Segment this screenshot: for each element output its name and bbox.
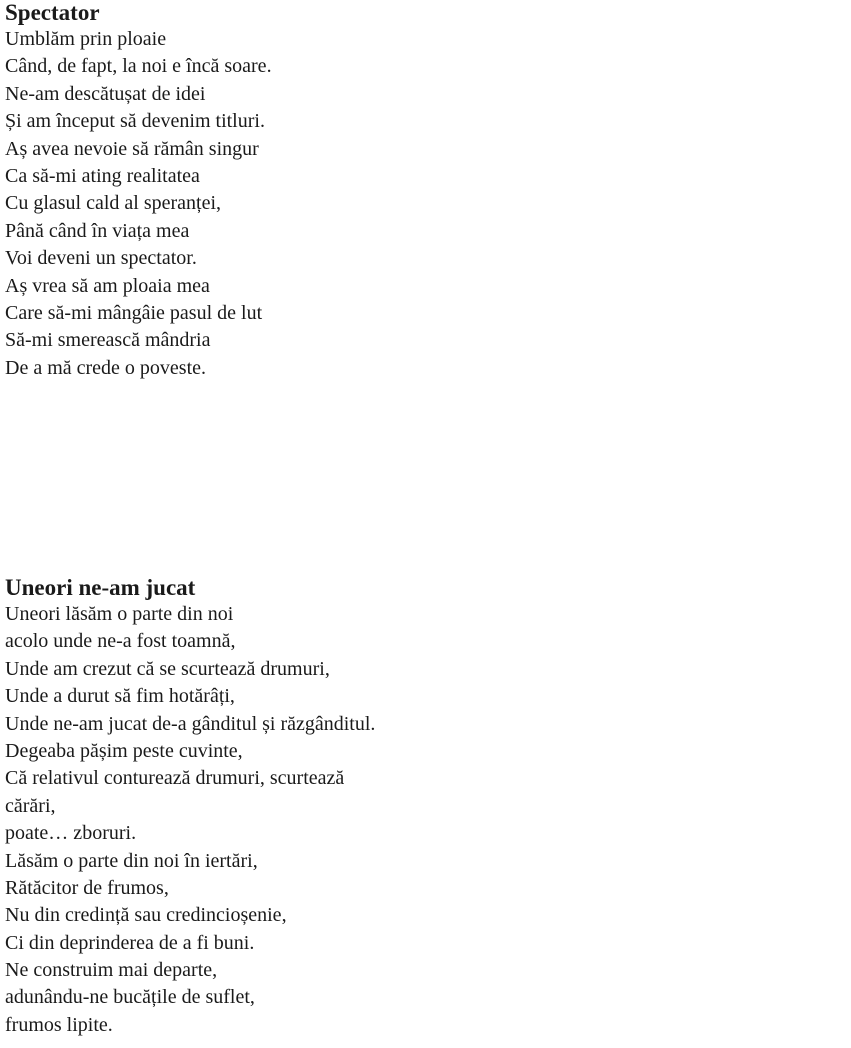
poem-line: Când, de fapt, la noi e încă soare. bbox=[5, 55, 272, 78]
poem-line: Aș vrea să am ploaia mea bbox=[5, 274, 210, 297]
poem-line: Până când în viața mea bbox=[5, 219, 190, 242]
poem-line: Ne construim mai departe, bbox=[5, 959, 218, 982]
poem-line: frumos lipite. bbox=[5, 1013, 113, 1036]
poem-title: Spectator bbox=[5, 0, 100, 25]
poem-line: Uneori lăsăm o parte din noi bbox=[5, 603, 234, 625]
poem-line: adunându-ne bucățile de suflet, bbox=[5, 986, 255, 1009]
poem-line: Unde am crezut că se scurtează drumuri, bbox=[5, 657, 330, 680]
poem-line: Și am început să devenim titluri. bbox=[5, 110, 265, 133]
poem-line: Ca să-mi ating realitatea bbox=[5, 164, 200, 187]
poem-line: Cu glasul cald al speranței, bbox=[5, 192, 222, 215]
poem-line: Degeaba pășim peste cuvinte, bbox=[5, 739, 243, 762]
poem-line: cărări, bbox=[5, 794, 56, 817]
poem-line: Ci din deprinderea de a fi buni. bbox=[5, 931, 255, 954]
poem-line: Ne-am descătușat de idei bbox=[5, 82, 206, 105]
poem-lines bbox=[5, 26, 845, 382]
poem-line: poate… zboruri. bbox=[5, 822, 137, 845]
poem-line: Unde a durut să fim hotărâți, bbox=[5, 685, 235, 708]
poem-line: Rătăcitor de frumos, bbox=[5, 876, 169, 899]
poem-uneori-ne-am-jucat bbox=[5, 574, 845, 1039]
poem-line: Să-mi smerească mândria bbox=[5, 329, 211, 352]
poem-line: Nu din credință sau credincioșenie, bbox=[5, 904, 287, 927]
poem-line: Că relativul conturează drumuri, scurtează bbox=[5, 767, 345, 790]
poem-spectator bbox=[5, 0, 845, 382]
poem-line: acolo unde ne-a fost toamnă, bbox=[5, 630, 236, 653]
poem-title: Uneori ne-am jucat bbox=[5, 575, 196, 600]
poem-line: Lăsăm o parte din noi în iertări, bbox=[5, 849, 258, 872]
poem-line: Unde ne-am jucat de-a gânditul și răzgânditul. bbox=[5, 712, 376, 735]
poem-line: Aș avea nevoie să rămân singur bbox=[5, 137, 259, 160]
poem-line: Voi deveni un spectator. bbox=[5, 247, 197, 270]
poem-line: De a mă crede o poveste. bbox=[5, 356, 207, 379]
poem-line: Umblăm prin ploaie bbox=[5, 28, 167, 50]
poem-lines bbox=[5, 601, 845, 1039]
poem-line: Care să-mi mângâie pasul de lut bbox=[5, 301, 263, 324]
